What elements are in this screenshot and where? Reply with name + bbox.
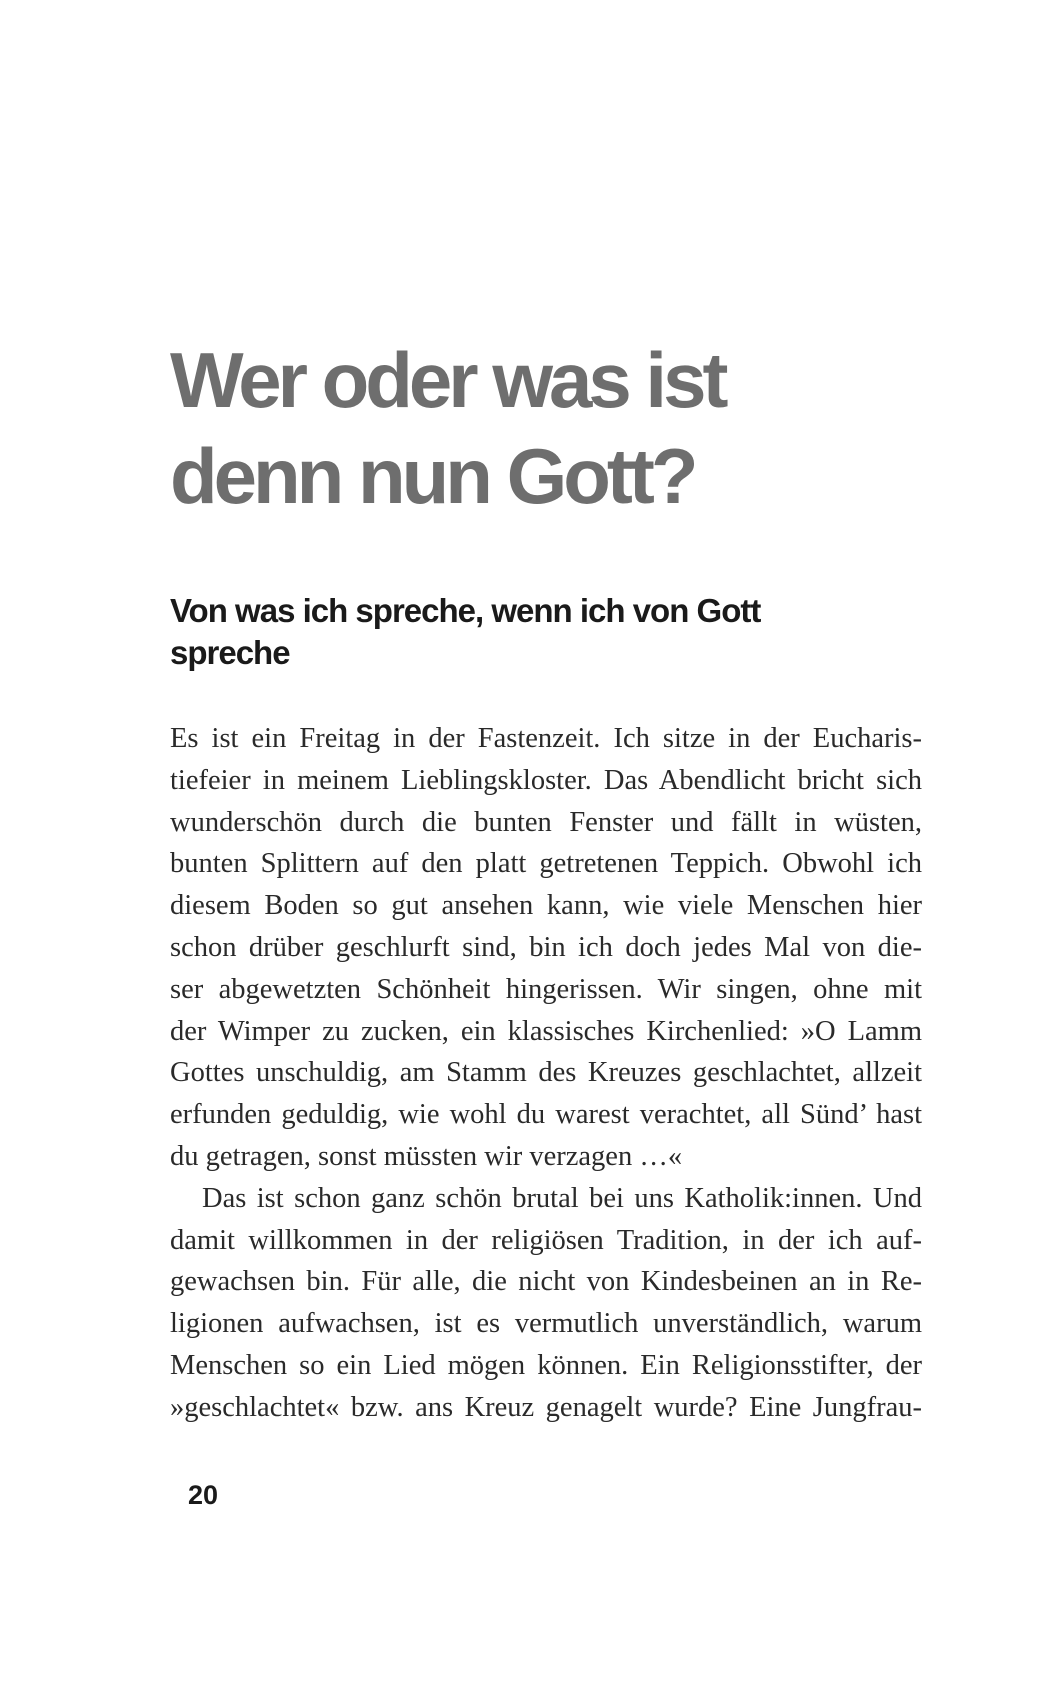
chapter-title [170,332,930,524]
body-line: du getragen, sonst müssten wir verzagen …« [170,1140,683,1172]
body-line: diesem Boden so gut ansehen kann, wie viele Menschen hier [170,890,922,922]
body-line: tiefeier in meinem Lieblingskloster. Das Abendlicht bricht sich [170,764,922,796]
body-line: Es ist ein Freitag in der Fastenzeit. Ich sitze in der Eucharis- [170,723,922,754]
body-line: wunderschön durch die bunten Fenster und fällt in wüsten, [170,806,922,838]
section-title-line-1: Von was ich spreche, wenn ich von Gott [170,592,761,629]
body-line: der Wimper zu zucken, ein klassisches Kirchenlied: »O Lamm [170,1015,922,1047]
body-line: schon drüber geschlurft sind, bin ich doch jedes Mal von die- [170,931,922,963]
body-line: »geschlachtet« bzw. ans Kreuz genagelt wurde? Eine Jungfrau- [170,1391,922,1423]
body-line: damit willkommen in der religiösen Tradition, in der ich auf- [170,1224,922,1256]
body-line: Gottes unschuldig, am Stamm des Kreuzes geschlachtet, allzeit [170,1057,922,1089]
body-line: ser abgewetzten Schönheit hingerissen. Wir singen, ohne mit [170,973,922,1005]
chapter-title-line-2: denn nun Gott? [170,432,695,520]
body-line: Menschen so ein Lied mögen können. Ein Religionsstifter, der [170,1349,922,1381]
body-line: ligionen aufwachsen, ist es vermutlich unverständlich, warum [170,1308,922,1340]
section-title [170,590,930,674]
chapter-title-line-1: Wer oder was ist [170,336,725,424]
body-text [170,718,922,1429]
body-line: Das ist schon ganz schön brutal bei uns Katholik:innen. Und [202,1182,922,1214]
body-line: bunten Splittern auf den platt getretenen Teppich. Obwohl ich [170,848,922,880]
page-number: 20 [188,1480,219,1510]
section-title-line-2: spreche [170,634,290,671]
body-line: erfunden geduldig, wie wohl du warest verachtet, all Sünd’ hast [170,1099,922,1131]
body-line: gewachsen bin. Für alle, die nicht von Kindesbeinen an in Re- [170,1266,922,1298]
